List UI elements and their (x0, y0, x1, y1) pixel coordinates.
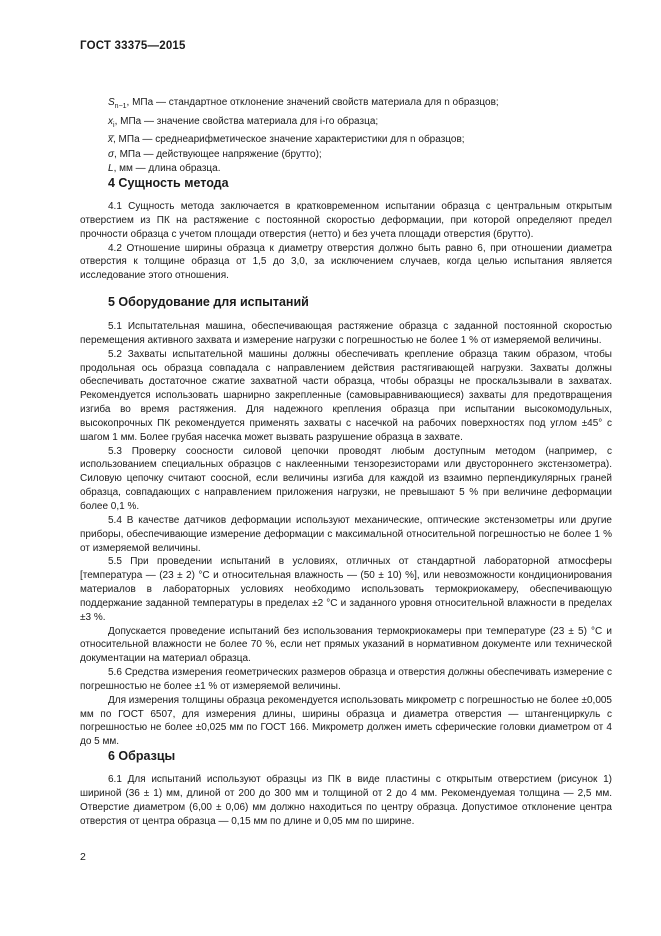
paragraph: 5.1 Испытательная машина, обеспечивающая растяжение образца с заданной постоянной скоростью перемещения активного захвата и измерение нагрузки с погрешностью не более 1 % от измеряемой величины. (80, 321, 612, 346)
symbol-list (108, 96, 499, 177)
symbol-line: L, мм — длина образца. (108, 163, 221, 175)
document-header: ГОСТ 33375—2015 (80, 40, 186, 52)
paragraph: 5.6 Средства измерения геометрических размеров образца и отверстия должны обеспечивать измерение с погрешностью не более ±1 % от измеряемой величины. (80, 667, 612, 692)
paragraph: 4.2 Отношение ширины образца к диаметру отверстия должно быть равно 6, при отношении диаметра отверстия к толщине образца от 1,5 до 3,0, за исключением случаев, когда целью испытания является исследование этого отношения. (80, 242, 612, 282)
paragraph: 5.4 В качестве датчиков деформации используют механические, оптические экстензометры или другие приборы, обеспечивающие измерение деформации с максимальной относительной погрешностью не более 1 % от измеряемой величины. (80, 514, 612, 554)
section-4-title: 4 Сущность метода (108, 176, 229, 190)
page-number: 2 (80, 851, 86, 863)
section-6-body (80, 773, 612, 828)
paragraph: Для измерения толщины образца рекомендуется использовать микрометр с погрешностью не более ±0,005 мм по ГОСТ 6507, для измерения длины, ширины образца и диаметра отверстия — штангенциркуль с погрешностью не более ±0,025 мм по ГОСТ 166. Микрометр должен иметь сферические головки диаметром от 4 до 5 мм. (80, 694, 612, 748)
paragraph: Допускается проведение испытаний без использования термокриокамеры при температуре (23 ± 5) °С и относительной влажности не более 70 %, если нет прямых указаний в нормативном документе или технической документации на материал образца. (80, 625, 612, 665)
symbol-line: x̅, МПа — среднеарифметическое значение характеристики для n образцов; (108, 134, 465, 146)
paragraph: 5.2 Захваты испытательной машины должны обеспечивать крепление образца таким образом, чтобы продольная ось образца совпадала с направлением действия растягивающей нагрузки. Захваты должны обеспечивать достаточное сжатие захватной части образца, чтобы образцы не проскальзывали в захватах. Рекомендуется использовать шарнирно закрепленные (самовыравнивающиеся) захваты для предотвращения изгиба во время растяжения. Для надежного крепления образца при испытании высокомодульных, высокопрочных ПК рекомендуется применять захваты с насечкой на рабочих поверхностях под углом ±45° с шагом 1 мм. Более грубая насечка может вызвать разрушение образца в захвате. (80, 348, 612, 443)
section-5-title: 5 Оборудование для испытаний (108, 295, 309, 309)
paragraph: 4.1 Сущность метода заключается в кратковременном испытании образца с центральным открытым отверстием из ПК на растяжение с постоянной скоростью деформации, при которой определяют предел прочности образца с учетом площади отверстия (нетто) и без учета площади отверстия (брутто). (80, 201, 612, 240)
paragraph: 5.5 При проведении испытаний в условиях, отличных от стандартной лабораторной атмосферы [температура — (23 ± 2) °С и относительная влажность — (50 ± 10) %], или невозможности кондиционирования материалов в лабораторных условиях необходимо использовать термокриокамеру, обеспечивающую поддержание заданной температуры в пределах ±2 °С и заданного уровня относительной влажности в пределах ±3 %. (80, 556, 612, 623)
symbol-line: $x_i$, МПа — значение свойства материала для i-го образца; (108, 115, 379, 129)
section-4-body (80, 200, 612, 283)
section-6-title: 6 Образцы (108, 749, 176, 763)
symbol-line: σ, МПа — действующее напряжение (брутто); (108, 148, 322, 160)
symbol-line: $S_{n-1}$, МПа — стандартное отклонение значений свойств материала для n образцов; (108, 97, 499, 110)
paragraph: 6.1 Для испытаний используют образцы из ПК в виде пластины с открытым отверстием (рисунок 1) шириной (36 ± 1) мм, длиной от 200 до 300 мм и толщиной от 2 до 4 мм. Рекомендуемая толщина — 2,5 мм. Отверстие диаметром (6,00 ± 0,06) мм должно находиться по центру образца. Допустимое отклонение центра отверстия от центра образца — 0,15 мм по длине и 0,05 мм по ширине. (80, 774, 612, 827)
paragraph: 5.3 Проверку соосности силовой цепочки проводят любым доступным методом (например, с использованием специальных образцов с наклеенными тензорезисторами или двустороннего экстензометра). Силовую цепочку считают соосной, если величины изгиба для каждой из взаимно перпендикулярных граней образца, совпадающих с направлением приложения нагрузки, не превышают 5 % при величине деформации более 0,1 %. (80, 445, 612, 512)
section-5-body (80, 320, 612, 749)
